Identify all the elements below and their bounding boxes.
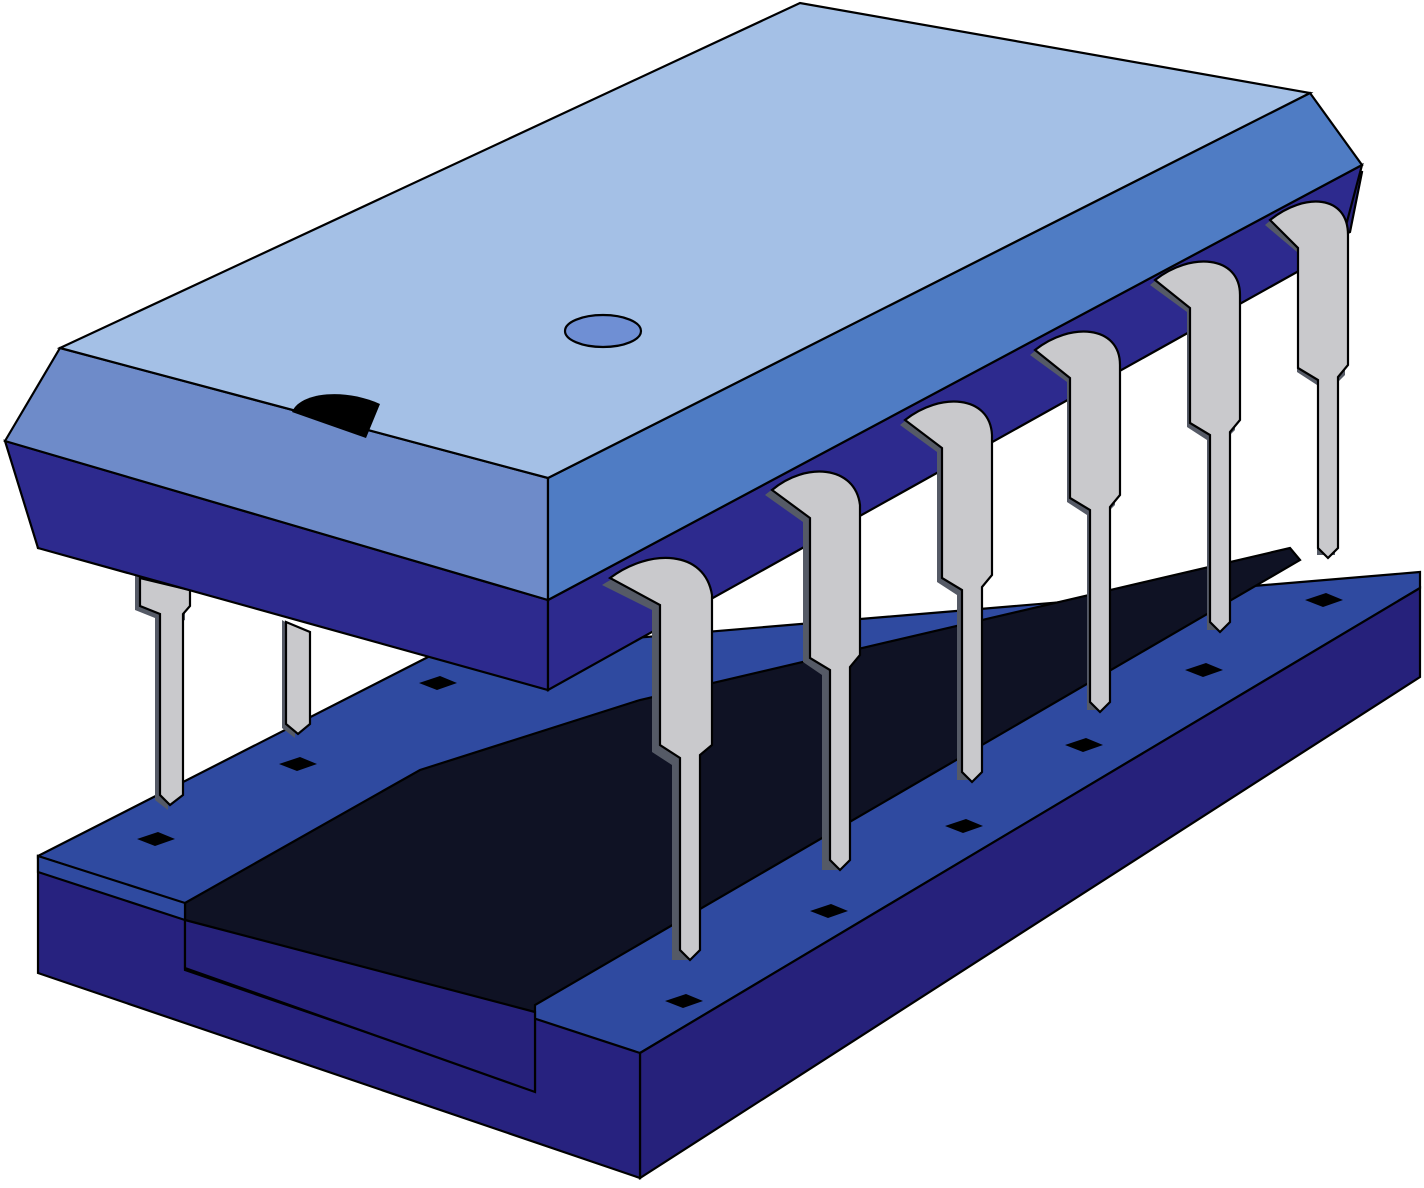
back-pin xyxy=(282,620,310,738)
pin-body xyxy=(286,622,310,734)
pin1-dimple xyxy=(565,315,641,347)
back-pin xyxy=(135,575,190,810)
socket xyxy=(38,548,1420,1178)
